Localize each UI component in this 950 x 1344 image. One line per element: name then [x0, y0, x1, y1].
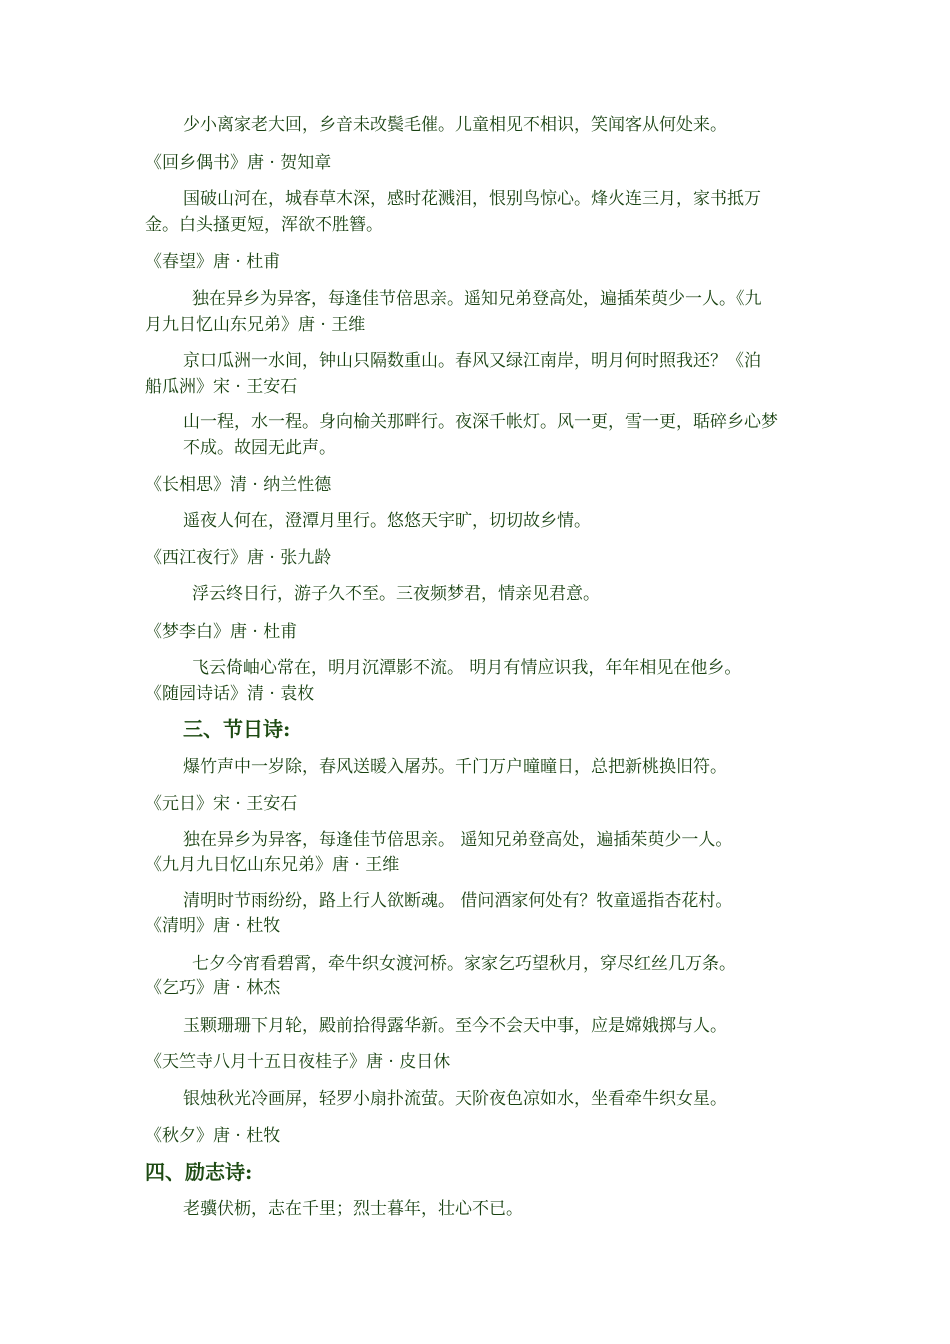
poem-line: 不成。故园无此声。: [183, 438, 336, 458]
poem-line: 京口瓜洲一水间，钟山只隔数重山。春风又绿江南岸，明月何时照我还？《泊: [183, 351, 761, 371]
poem-source: 《春望》唐 · 杜甫: [145, 252, 281, 272]
poem-line: 月九日忆山东兄弟》唐 · 王维: [145, 315, 366, 335]
poem-source: 《乞巧》唐 · 林杰: [145, 978, 281, 998]
poem-source: 《回乡偶书》唐 · 贺知章: [145, 153, 332, 173]
poem-line: 国破山河在，城春草木深，感时花溅泪，恨别鸟惊心。烽火连三月，家书抵万: [183, 189, 761, 209]
poem-line: 独在异乡为异客，每逢佳节倍思亲。遥知兄弟登高处，遍插茱萸少一人。《九: [192, 289, 762, 309]
poem-line: 飞云倚岫心常在，明月沉潭影不流。 明月有情应识我，年年相见在他乡。: [192, 658, 742, 678]
section-heading: 四、励志诗:: [145, 1160, 253, 1184]
poem-source: 《秋夕》唐 · 杜牧: [145, 1126, 281, 1146]
poem-source: 《清明》唐 · 杜牧: [145, 916, 281, 936]
section-heading: 三、节日诗:: [183, 717, 291, 741]
poem-line: 玉颗珊珊下月轮，殿前拾得露华新。至今不会天中事，应是嫦娥掷与人。: [183, 1016, 727, 1036]
poem-line: 遥夜人何在，澄潭月里行。悠悠天宇旷，切切故乡情。: [183, 511, 591, 531]
poem-source: 《天竺寺八月十五日夜桂子》唐 · 皮日休: [145, 1052, 451, 1072]
poem-line: 爆竹声中一岁除，春风送暖入屠苏。千门万户曈曈日，总把新桃换旧符。: [183, 757, 727, 777]
poem-line: 山一程，水一程。身向榆关那畔行。夜深千帐灯。风一更，雪一更，聒碎乡心梦: [183, 412, 778, 432]
poem-line: 银烛秋光冷画屏，轻罗小扇扑流萤。天阶夜色凉如水，坐看牵牛织女星。: [183, 1089, 727, 1109]
poem-line: 金。白头搔更短，浑欲不胜簪。: [145, 215, 383, 235]
poem-source: 《梦李白》唐 · 杜甫: [145, 622, 298, 642]
poem-line: 清明时节雨纷纷，路上行人欲断魂。 借问酒家何处有？牧童遥指杏花村。: [183, 891, 733, 911]
poem-source: 《元日》宋 · 王安石: [145, 794, 298, 814]
poem-source: 《长相思》清 · 纳兰性德: [145, 475, 332, 495]
poem-line: 独在异乡为异客，每逢佳节倍思亲。 遥知兄弟登高处，遍插茱萸少一人。: [183, 830, 733, 850]
poem-line: 船瓜洲》宋 · 王安石: [145, 377, 298, 397]
poem-source: 《随园诗话》清 · 袁枚: [145, 684, 315, 704]
poem-line: 浮云终日行，游子久不至。三夜频梦君，情亲见君意。: [192, 584, 600, 604]
poem-source: 《九月九日忆山东兄弟》唐 · 王维: [145, 855, 400, 875]
poem-source: 《西江夜行》唐 · 张九龄: [145, 548, 332, 568]
poem-line: 老骥伏枥，志在千里；烈士暮年，壮心不已。: [183, 1199, 523, 1219]
poem-line: 七夕今宵看碧霄，牵牛织女渡河桥。家家乞巧望秋月，穿尽红丝几万条。: [192, 954, 736, 974]
poem-line: 少小离家老大回，乡音未改鬓毛催。儿童相见不相识，笑闻客从何处来。: [183, 115, 727, 135]
